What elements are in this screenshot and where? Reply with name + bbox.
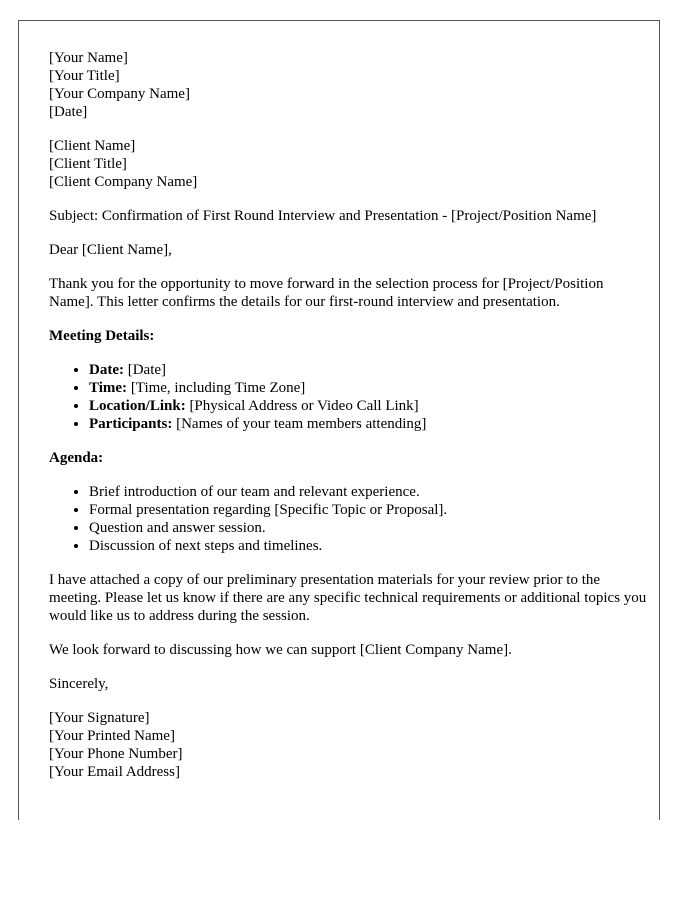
meeting-details-list [49,361,649,433]
signature: [Your Signature] [49,710,150,726]
printed-name: [Your Printed Name] [49,728,175,744]
agenda-item: • Brief introduction of our team and relevant experience. [89,483,649,501]
phone-number: [Your Phone Number] [49,746,183,762]
meeting-item-participants [89,415,649,433]
sender-name: [Your Name] [49,50,128,66]
sender-block [49,49,649,121]
agenda-item: • Formal presentation regarding [Specific Topic or Proposal]. [89,501,649,519]
sender-company: [Your Company Name] [49,86,190,102]
closing: Sincerely, [49,676,109,692]
meeting-item-value: [Names of your team members attending] [172,416,427,432]
meeting-details-heading: Meeting Details: [49,328,155,344]
meeting-item-label: Date: [89,362,124,378]
recipient-block [49,137,649,191]
recipient-title: [Client Title] [49,156,127,172]
letter-date: [Date] [49,104,88,120]
signature-block [49,709,649,781]
intro-paragraph: Thank you for the opportunity to move forward in the selection process for [Project/Position Name]. This letter confirms the details for our first-round interview and presentation. [49,276,604,310]
agenda-item: • Question and answer session. [89,519,649,537]
sender-title: [Your Title] [49,68,120,84]
meeting-item-label: Time: [89,380,128,396]
meeting-item-date [89,361,649,379]
email-address: [Your Email Address] [49,764,180,780]
meeting-item-value: [Date] [123,362,167,378]
meeting-item-time [89,379,649,397]
meeting-item-value: [Physical Address or Video Call Link] [185,398,419,414]
salutation: Dear [Client Name], [49,242,172,258]
agenda-item: • Discussion of next steps and timelines. [89,537,649,555]
subject-line: Subject: Confirmation of First Round Interview and Presentation - [Project/Position Name] [49,208,597,224]
agenda-list [49,483,649,555]
meeting-item-value: [Time, including Time Zone] [127,380,306,396]
letter-page [18,20,660,820]
meeting-item-label: Participants: [89,416,173,432]
meeting-item-label: Location/Link: [89,398,186,414]
recipient-company: [Client Company Name] [49,174,198,190]
letter-content [49,49,649,797]
agenda-heading: Agenda: [49,450,104,466]
body-paragraph: I have attached a copy of our preliminary presentation materials for your review prior to the meeting. Please let us know if there are any specific technical requirements or additional topics you would like us to address during the session. [49,572,647,624]
recipient-name: [Client Name] [49,138,136,154]
meeting-item-location [89,397,649,415]
closing-paragraph: We look forward to discussing how we can support [Client Company Name]. [49,642,512,658]
